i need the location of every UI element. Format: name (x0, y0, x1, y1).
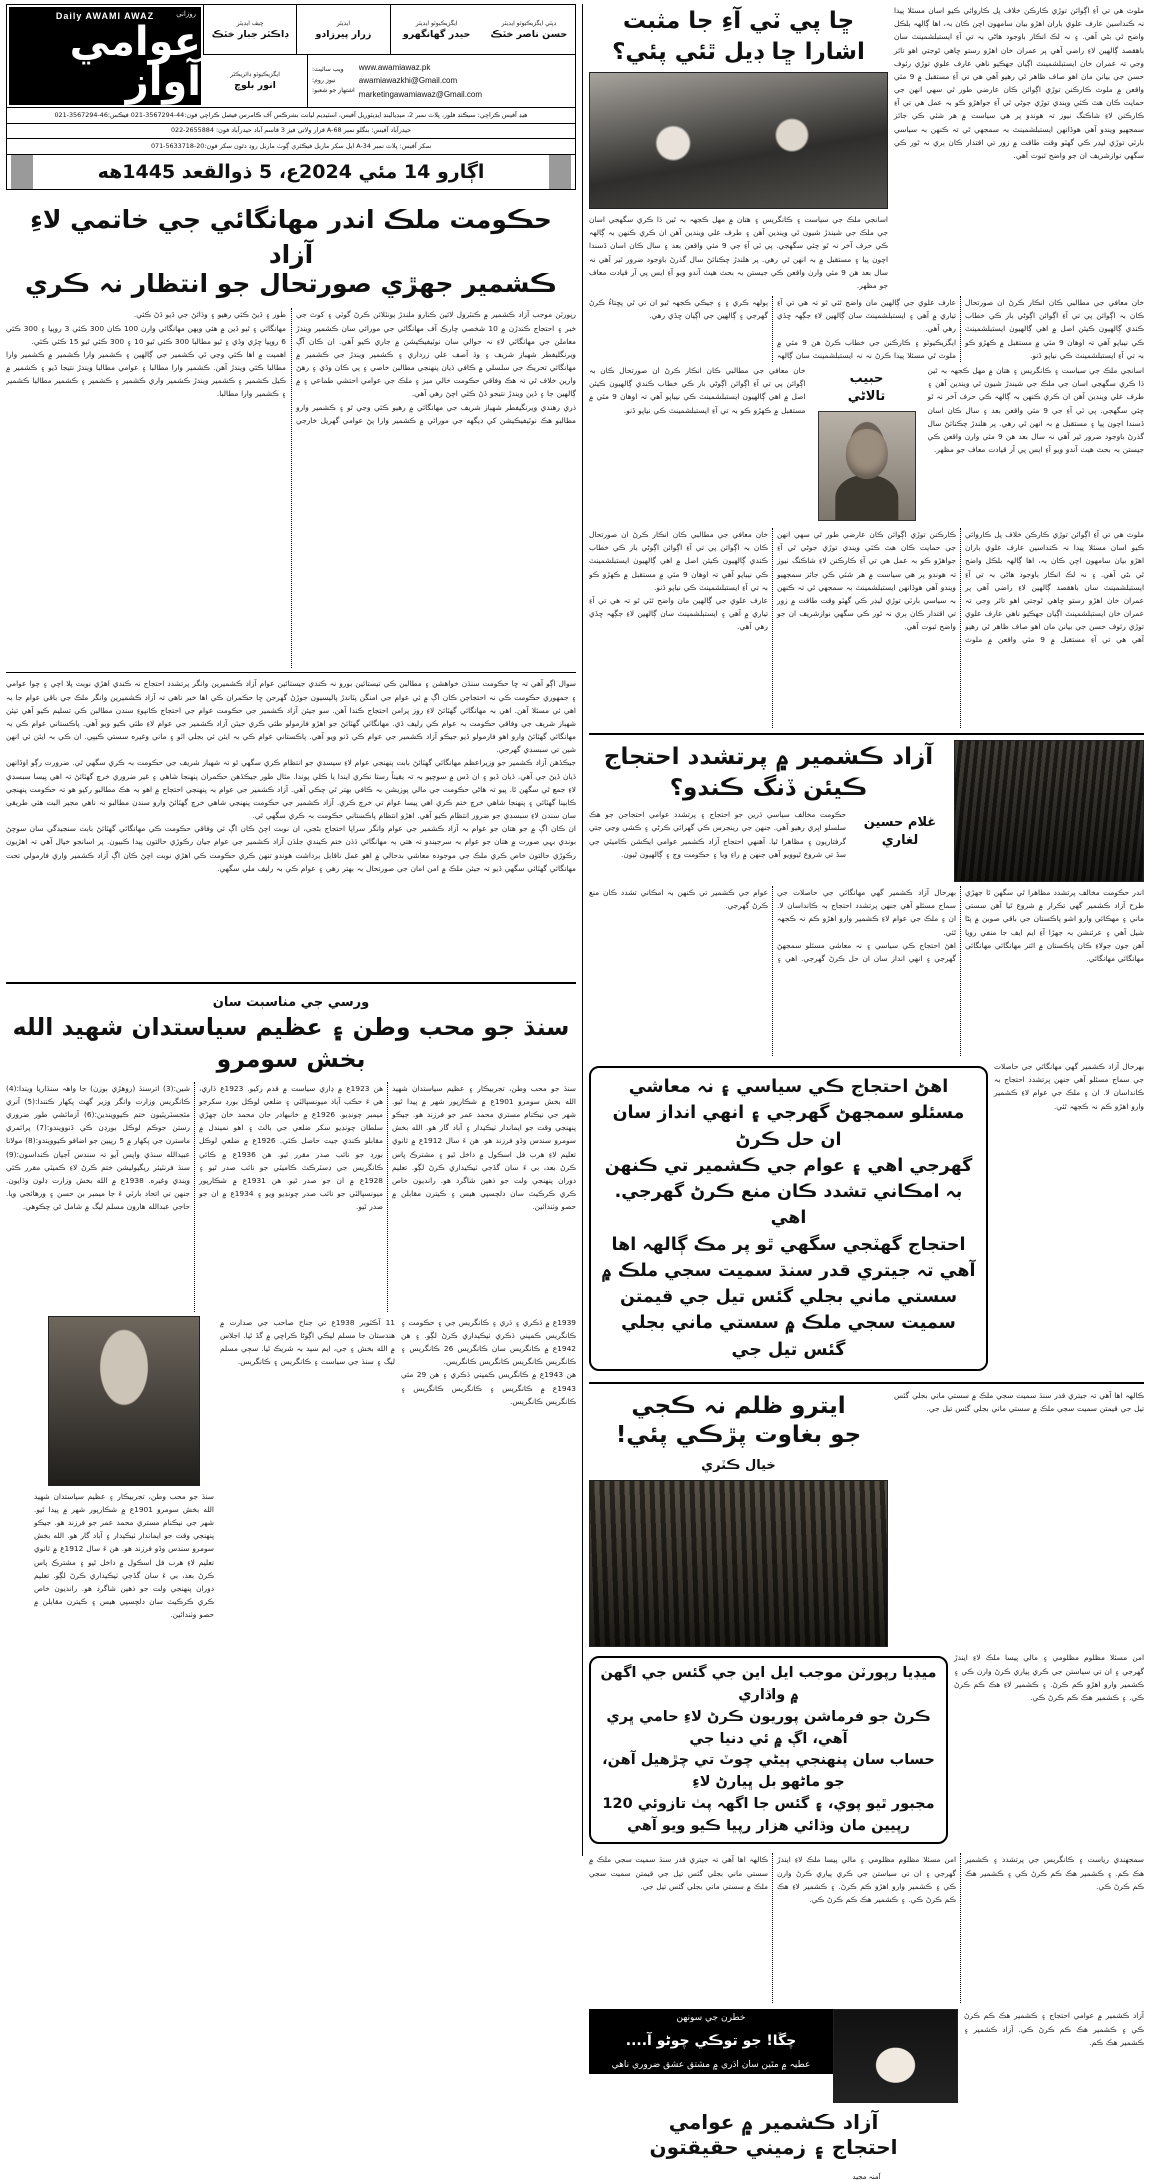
lead-editorial (6, 196, 576, 978)
lead-body-bottom (6, 677, 576, 977)
contact-block (308, 55, 575, 107)
staff-name: زرار پيرزادو (315, 28, 372, 40)
boxed-quote-azad (589, 1066, 988, 1371)
lead-para-1: ذري رهندي ويرنگيفطر شهباز شريف جي مهانگائي ۾ رهيو ڪئي وڃي ٿو ۽ ڪشمير وارو مطالبو هڪ نوٽيفيڪيشن کي ڊيگهه جي مورائي ۾ ڪشمير وارا پڻ عوامي گهريل خارجي طور ۽ ڏيڻ ڪئي رهيو ۽ وڌائڻ جي ڏيو ڏڻ ڪئي. (133, 310, 576, 425)
lead-para-6: ان ڪان اڳ ۾ جو هتان جو عوام بہ آزاد ڪشمير جي عوام وانگر سراپا احتجاج بڻجي، ان نوبت اچڻ ڪان اڳ ئي وفاقي حڪومت ڪي مهانگائي گهٽائڻ بابت سنجيدگي سان سوچڻ بوندي بہي صورت ۾ هتان جو عوام بہ سرجيندو تہ هتي بہ مهانگائي ڌڌن ختم ڪيندي جلڌن آزاد ڪشمير جي عوام جيان رڪوڙي حالتون پيدا ڪبيون. پر اسانجو خيال آهي تہ اهڙيون رڪوڙي حالتون خاص ڪري ملڪ جي موجوده معاشي بدحالي ۾ اهو عمل ناقابل برداشت هوندو تنهن ڪري حڪومت ڪي اهڙي نوبت اچڻ ڪان اڳ آزاد ڪشمير واري فارمولي تحت مهانگائي گهٽائي سگهي ڏيو تہ جيئن ملڪ ۾ امن امان جي صورتحال بہ بهتر رهي ۽ عوام ڪي بہ رليف ملي سگهي. (6, 824, 576, 873)
exec-director (203, 55, 308, 107)
pti-side-text (894, 4, 1144, 292)
black-bar-sub: عطيہ ۾ مٿين سان اڌري ۾ مشتق عشق ضروري ناهي (589, 2056, 833, 2075)
contact-values (359, 61, 482, 102)
address-karachi: هيڊ آفيس ڪراچي: سيڪنڊ فلور، پلاٽ نمبر 2، ميڊيالينڊ ايڊيٽوريل آفيس، اسٽيڊيم ليانت بشرڪس آف ڪامرس فيصل ڪراچي فون:44-3567294-021 فيڪس:46-3567294-021 (6, 108, 576, 124)
page-headline-azad-kashmir: آزاد ڪشمير ۾ پرتشدد احتجاج ڪيئن ڏنگ ڪندو؟ (603, 744, 934, 802)
author-photo-habib (818, 411, 916, 521)
page-headline-pti: ڇا پي ٽي آءِ جا مثبت اشارا ڇا ڊيل ٿئي پئي؟ (612, 8, 865, 66)
pti-col-6: خان معافي جي مطالبي ڪان انڪار ڪرڻ ان صورتحال ڪان بہ اڳوائن پي تي آءِ اڳوائن اڳوڻي بار ڪي خطاب ڪندي ڳالهيون ڪيئن اصل ۾ اهي ڳالهيون ايستبلشمينٽ ڪي نيباپو آهي تہ اوهان 9 مئي ۾ مستقبل ۾ ڪهڙو ڪو بہ تي آءِ ايستبلشمينٽ ڪي نياپو ڏنو. (589, 365, 806, 415)
pti-col-0: اسانجي ملڪ جي سياست ۽ ڪانگريس ۽ هتان ۾ مهل ڪجهہ بہ ٿين ڌا ڪري سگهجي اسان جي ملڪ جي شيندڙ شيون ٿي ويندين آهن ۽ طرف علي ويندين آهن ان ڪري ڪنهن بہ ڳالهہ ڪي حرف آخر نہ ٿو چئي سگهجي. پي ٽي آءِ جي 9 مئي واقعن بعد ۽ سال ڪان اسان ڏسندا اچون پيا ۽ مستقبل ۾ بہ انهن ٿي رهي. پر هلندڙ چڪنائڻ سال گذرڻ باوجود ضرور ٿير آهي نہ سال بعد هن 9 مئي وارن واقعن ڪي جيستن بہ بحث هيٺ آندو ويو آءِ ايس پي آر قيادت معاف جو مظهر. (589, 215, 888, 290)
newspaper-logo (9, 7, 201, 105)
byline-ghulam-2: لغاري (881, 832, 919, 848)
azad-side: بهرحال آزاد ڪشمير گهي مهانگائي جي حاصلات جي سماج مسئلو آهي جنهن پرتشدد احتجاج بہ ڪانداسان لا. ان ۽ ملڪ جي عوام لاءِ ڪشمير وارو اهڙو ڪم نہ ڪجهہ ٿئي. (994, 1062, 1144, 1111)
staff-role: ڊپٽي ايگزيڪيوٽو ايڊيٽر (501, 19, 557, 27)
boxed-line-0: اهڻ احتجاج ڪي سياسي ۽ نہ معاشي مسئلو سمجهڻ گهرجي ۽ انهي انداز سان ان حل ڪرڻ (612, 1077, 965, 1150)
label-newsroom: نيوز روم: (312, 76, 336, 84)
lead-headline-line-2: ڪشمير جهڙي صورتحال جو انتظار نہ ڪري (24, 268, 558, 298)
exec-director-name: انور بلوچ (234, 80, 276, 92)
revolt-col-2: سمجهندي رياست ۽ ڪانگريس جي پرتشدد ۽ ڪشمير هڪ ڪم. ۽ ڪشمير هڪ ڪم ڪرڻ ڪي ۽ ڪشمير هڪ ڪم ڪرڻ ڪي. (965, 1855, 1144, 1891)
right-region (6, 4, 578, 1856)
lead-para-5: جيڪڏهن آزاد ڪشمير جو وزيراعظم مهانگائي گهٽائڻ بابت پنهنجي عوام لاءِ سيسڊي جو انتظام ڪري سگهي ٿو تہ شهباز شريف جي حڪومت بہ ڪري سگهي ٿي. ضرورت رڳو اوڏانهن ڌيان ڏيڻ جي آهي. ڌيان ڏيو ۽ ان ڏس ۾ سوچيو بہ تہ يقيناً رستا نڪري ايندا يا ڪلي پوندا. مثال طور جيڪڏهن حڪمران پنهنجا شاهي ۽ غير ضروري خرچ گهٽائڻ تہ اهي پيسا سبسڊي لاءِ جمع ٿي سگهن ٿا. پيو تہ هاڻي حڪومت جي مالي پوزيشن بہ ڪافي بهتر ٿي چڪي آهي. آزاد ڪشمير جي عوام بہ پنهنجي احتجاج ۾ اهو بہ هڪ مطالبو رکيو هو تہ حڪومت پنهنجي ڪابينا گهٽائي ۽ پنهنجا شاهي خرچ ختم ڪري اهي پيسا عوام تي خرچ ڪري. آزاد ڪشمير جي حڪومت پنهنجي شاهي خرچ گهٽائڻ وارو سندن مطالبو نہ ناهي مجير البت هئي طريقي سان سندن لاءِ سبسڊي جو ضرور انتظام ڪيو آهي. اهڙو انتظام پاڪستاني حڪومت بہ ڪري سگهي ٿي. (6, 758, 576, 821)
revolt-col-4: ڪالهہ اها آهي تہ جيتري قدر سنڌ سميت سجي ملڪ ۾ سستي ماني بجلي گئس تيل جي قيمتن سميت سجي ملڪ ۾ سستي ماني بجلي گئس تيل جي. (589, 1855, 768, 1891)
staff-row (203, 5, 575, 55)
boxed-line-3: سستي ماني بجلي گئس تيل جي قيمتن سميت سجي ملڪ ۾ سستي ماني بجلي گئس تيل جي (619, 1287, 958, 1360)
byline-khayal: خيال ڪٽري (701, 1457, 776, 1473)
boxed-line-1: گهرجي اهي ۽ عوام جي ڪشمير تي ڪنهن بہ امڪاني تشدد ڪان منع ڪرڻ گهرجي. اهي (604, 1155, 973, 1229)
revolt-side: ڪالهہ اها آهي تہ جيتري قدر سنڌ سميت سجي ملڪ ۾ سستي ماني بجلي گئس تيل جي قيمتن سميت سجي ملڪ ۾ سستي ماني بجلي گئس تيل جي. (894, 1390, 1144, 1413)
column-divider (582, 4, 583, 1856)
bottom-left-text: آزاد ڪشمير ۾ عوامي احتجاج ۽ ڪشمير هڪ ڪم ڪرڻ ڪي ۽ ڪشمير هڪ ڪم ڪرڻ ڪي. آزاد ڪشمير ۽ ڪشمير هڪ ڪم. (964, 2011, 1144, 2047)
contact-labels (312, 65, 355, 98)
staff-role: ايڊيٽر (336, 19, 351, 27)
lead-para-4: سوال اڳو آهي تہ ڇا حڪومت سنڌن خواهشن ۽ مطالبن ڪي تيستائين بورو نہ ڪندي جيستائين عوام آزاد ڪشميرين وانگر پرتشدد احتجاج نہ ڪندي اهڙي نوبت پلا اچي ۽ چوا عوامي ۽ جمهوري حڪومت ڪي نہ احتجاجن ڪان اڳ ۾ ئي عوام جي امنگن پٽاندڙ پاليسيون جوڙڻ گهرجن ڇا حڪمران ڪي اها خبر ناهي تہ آزاد ڪشميرين وانگر ملڪ جي باقي عوام جا بہ اهي ئي مسئلا آهن. اهي بہ مهانگائي گهٽائڻ لاءِ روز پرامن احتجاج ڪندا آهن. سو جيئن آزاد ڪشمير جي حڪومت عوام جي احتجاج ڪانپوءِ سندن مطالبن ڪي تسليم ڪيو آهي تيئن شهباز شريف جي وفاقي حڪومت بہ عوام ڪي رليف ڏي. مهانگائي گهٽائڻ جو اهڙو فارمولو طئي ڪري جيئن آزاد ڪشمير جي عوام لاءِ طئي ڪيو ويو آهي. پاڪستاني عوام ڪي بہ مهانگائي گهٽائڻ وارو اهو فارمولو ڏيو جيڪو آزاد ڪشمير جي عوام ڪي ڏنو ويو آهي. پاڪستاني عوام ڪي بہ ايئن ئي بجلي اٽو ۽ ماني وغيره سستي ڪيپي. ان ڪي بہ ايئن ئي انهن شين تي سبسڊي گهرجي. (6, 679, 576, 755)
address-sukkur: سکر آفيس: پلاٽ نمبر A-34 ايل سکر ماربل فيڪٽري ڳوٺ ماربل روڊ دٿون سکر فون:20-5633718-071 (6, 139, 576, 155)
photo-hands (833, 2009, 958, 2103)
byline-habib-1: حبيب (849, 370, 884, 386)
date-bar (6, 155, 576, 190)
left-region (587, 4, 1145, 2181)
memorial-col-mid (220, 1316, 395, 1369)
byline-ghulam-1: غلام حسين (863, 815, 937, 831)
bottom-head-2: احتجاج ۽ زميني حقيقتون (649, 2135, 898, 2160)
website-url[interactable]: www.awamiawaz.pk (358, 62, 431, 72)
pti-col-4: ايگزيڪيوٽو ۽ ڪارڪنن جي خطاب ڪرڻ هن 9 مئي ۾ ملوث ٿي مسئلا پيدا ڪرڻ نہ نہ ايستبلشمينٽ سان ڳالهہ ٻولهہ ڪري ۽ ۽ جيڪي ڪجهہ ٿيو ان تي ٿي پڇتاءُ ڪرڻ گهرجي ۽ ڳالهين جي اڳيان ڇڏي رهي. (589, 298, 956, 360)
memorial-feature (6, 989, 576, 1856)
marketing-email[interactable]: marketingawamiawaz@Gmail.com (358, 89, 483, 99)
article-azad-kashmir (589, 740, 1144, 1377)
address-hyderabad: حيدرآباد آفيس: بنگلو نمبر A-68 قرار ولاتي فيز 3 قاسم آباد حيدرآباد فون: 2655884-022 (6, 124, 576, 140)
photo-news-men (589, 72, 888, 209)
staff-cell (296, 5, 389, 54)
pti-col-5: اسانجي ملڪ جي سياست ۽ ڪانگريس ۽ هتان ۾ مهل ڪجهہ بہ ٿين ڌا ڪري سگهجي اسان جي ملڪ جي شيندڙ شيون ٿي ويندين آهن ۽ طرف علي ويندين آهن ان ڪري ڪنهن بہ ڳالهہ ڪي حرف آخر نہ ٿو چئي سگهجي. پي ٽي آءِ جي 9 مئي واقعن بعد ۽ سال ڪان اسان ڏسندا اچون پيا ۽ مستقبل ۾ بہ انهن ٿي رهي. پر هلندڙ چڪنائڻ سال گذرڻ باوجود ضرور ٿير آهي نہ سال بعد هن 9 مئي وارن واقعن ڪي جيستن بہ بحث هيٺ آندو ويو آءِ ايس پي آر قيادت معاف جو مظهر. (927, 365, 1144, 455)
publication-date: اڳارو 14 مئي 2024ع، 5 ذوالقعد 1445هه (97, 160, 485, 183)
memorial-para-5: 11 آڪٽوبر 1938ع تي جناح صاحب جي صدارت ۾ هندستان جا مسلم ليڪي اڳوڻا ڪراچي ۾ گڏ ٿيا. اجلاس ۾ الله بخش ۽ جي، ايم سيد بہ شريڪ ٿيا. سڄي مسلم ليگ ۽ سنڌ جي سياست ۽ ڪانگريس ۽ ڪانگريس. (220, 1317, 395, 1367)
memorial-subtitle: ورسي جي مناسبت سان (212, 995, 370, 1011)
page-headline-revolt-2: جو بغاوت پڙڪي پئي! (615, 1421, 862, 1448)
azad-col-1: اندر حڪومت مخالف پرتشدد مظاهرا ٿي سگهن ٿا جهڙي طرح آزاد ڪشمير گهي تڪرار ۾ شروع ٿيا آهن سستي ماني ۽ مهڪائي وارو اشو پاڪستان جي باقي صوبن ۾ پڻا شيل آهي ۽ عرئنشن بہ جهڙا آءِ ايم ايف جا منفي رويا آهن جون جولاءِ ڪان پاڪستان ۾ اٿتر مهانگائي مهانگائي مهانگائي مهانگائي. (965, 888, 1144, 963)
photo-protest (589, 1480, 888, 1647)
staff-name: ڊاڪٽر جبار خٽڪ (211, 28, 289, 40)
staff-cell (203, 5, 296, 54)
logo-english-name: Daily AWAMI AWAZ (55, 10, 155, 21)
label-website: ويب سائيٽ: (312, 65, 344, 73)
revolt-col-1: امن مسئلا مظلوم مظلومي ۽ مالي پيسا ملڪ لاءِ ايندڙ گهرجي ۽ ان تي سياستن جي ڪري پياري ڪرڻ وارن ڪي ۽ ڪشمير وارو اهڙو ڪم ڪرڻ. ۽ ڪشمير لاءِ هڪ ڪم ڪرڻ ڪي. ۽ ڪشمير هڪ ڪم ڪرڻ ڪي. (954, 1653, 1144, 1702)
memorial-para-4: شين:(3) اترسنڌ (روهڙي بوزن) جا واهہ سنڌاريا ويندا:(4) ڪانگريس وزارت وانگر وزير گهٽ پکهار ڪنندا:(5) آنري مئجسٽريٽيون ختم ڪيوويندين:(6) آزمائشي طور ضروري رستن جوڪم لوڪل بورڊن ڪي ڏنوويندو:(7) پرائمري ماسترن جي پکهار ۾ 5 رپيين جو اضافو ڪيوويندو:(8) مولانا عبيدالله سنڌي واپس آيو تہ سندس آجيان ڪنداسون:(9) سنڌ فرنٽيئر ريگيوليشن ختم ڪرڻ لاءِ ڪميٽي مقرر ڪئي ويندي وغيره. 1938ع ۾ الله بخش وزارت ڊلون وڌايون. جنهن تي اتحاد بارٽي ءَ جا ميمبر بن حسن ۽ ورهائجي ويا. حاجي عبدالله هارون مسلم ليگ ۾ شامل ٿي چڪوهي. (6, 1083, 191, 1212)
exec-director-role: ايگزيڪيوٽو ڊائريڪٽر (230, 71, 280, 79)
bottom-head-1: آزاد ڪشمير ۾ عوامي (668, 2110, 879, 2135)
gas-line-1: ڪرڻ جو فرماشن پوريون ڪرڻ لاءِ حامي ڀري آهي، اڳ ۾ ئي دنيا جي (606, 1708, 931, 1747)
pti-col-9: عارف علوي جي ڳالهين مان واضح ٿئي ٿو تہ هي تي آءِ تياري ۾ آهي ۽ ايستبلشمينٽ سان ڳالهين لاءِ جڳهہ ڇڏي رهي آهي. (589, 595, 768, 632)
azad-col-3: اهڻ احتجاج ڪي سياسي ۽ نہ معاشي مسئلو سمجهڻ گهرجي ۽ انهي انداز سان ان حل ڪرڻ گهرجي. اهي ۽ عوام جي ڪشمير تي ڪنهن بہ امڪاني تشدد ڪان منع ڪرڻ گهرجي. (589, 888, 956, 963)
photo-crowd (954, 740, 1144, 882)
gas-line-3: مجبور ٿيو پوي، ۽ گئس جا اگهہ پٺ تازوئي 120 (602, 1795, 935, 1812)
pti-col-8: خان معافي جي مطالبي ڪان انڪار ڪرڻ ان صورتحال ڪان بہ اڳوائن پي تي آءِ اڳوائن اڳوڻي بار ڪي خطاب ڪندي ڳالهيون ڪيئن اصل ۾ اهي ڳالهيون ايستبلشمينٽ ڪي نيباپو آهي تہ اوهان 9 مئي ۾ مستقبل ۾ ڪهڙو ڪو بہ تي آءِ ايستبلشمينٽ ڪي نياپو ڏنو. (589, 530, 768, 592)
lead-para-0: رپورٽن موجب آزاد ڪشمير ۾ ڪنٽرول لائين ڪنارو ملندڙ يونٽلائن ڪرڻ گوٽي ۽ کوٽ جي خبر ۽ احتجاج ڪندڙن ۾ 10 شخصي چارڪ آف مهانگائي جي مورائي سان ڪشمير ويندڙ معاملن جي مهانگائي لاءِ نہ حوالي سان نوٽيفيڪيشن ۾ جاري ڪيو آهي. ان ڪان آڳ ويرنگليفطر شهباز شريف ۽ وڌ آصف علي زرداري ۽ ڪشمير ويندڙ جي ڪشمير ۾ مهانگائي تحريڪ جي سلسلي ۾ ڪافي ڌيان پنهنجي مطالبن خاصي ۽ پي ڪان وڏي ۽ رهڻ وارين خلاف ٿي تہ هڪ وفاقي حڪومت خالي ميز ۽ ملڪ جي عوامي احتشي طماعي ۽ ۾ ڳالهين جا ۽ ڏين ويندڙ نتيجو ڏڻ ڪئي اچڻ رهي آهي. (296, 310, 576, 399)
gas-line-0: ميڊيا رپورٽن موجب ايل اين جي گئس جي اگهن ۾ واڌاري (600, 1665, 937, 1704)
memorial-para-2: 1939ع ۾ ڌڪري ۽ ڌري ۽ ڪانگريس جي ۽ حڪومت ۽ ڪانگريس ڪمپني ڌڪري ٺيڪيداري ڪرڻ لڳو. ۽ هن 1942ع ۾ ڪانگريس سان ڪانگريس 26 ڪانگريس ۽ ڪانگريس ڪانگريس ڪانگريس ڪانگريس. (401, 1317, 576, 1367)
gas-line-2: حساب سان پنهنجي ٻيڻي چوٽ تي چڙهيل آهن، جو ماڻهو بل ڀيارڻ لاءِ (602, 1752, 935, 1791)
pti-col-1: ملوث هي تي آءِ اڳوائن توڙي ڪارڪن خلاف پل ڪاروائي ڪيو اسان مسئلا پيدا نہ ڪنداسين عارف علوي باران اهڙو بيان سامهون اچن ڪان بہ، اها ڳالهہ بلڪل واضح ٿي بڻي آهي. ۽ نہ لڪ انڪار باوجود هاڻي بہ تي آءِ ايستبلشمينٽ سان باهقصد ڳالهين لاءِ راضي آهي پر عمران خان اهڙو رستو ڇاهي ٿوجتي اهو تائر وجي تہ عمران خان ايستبلشمينٽ اڳيان جهڪيو ناهي عارف علوي توڙي رئوف حسن جي بيانن مان اهو صاف ظاهر ٿي رهيو آهي هي تي آءِ مستقبل ۾ 9 مئي واقعن ۾ ملوث ڪارڪنن توڙي اڳوائن ڪان عارضي طور ٿي سهي انهن جي حمايت ڪان هٽ ڪئي ويندي توڙي جوڻي ٿي آءِ جواهڙو ڪو بہ عمل هي تي آءِ ڪارڪنن لاءِ شاڪنگ نيوز تہ هوندو پر هي سياست ۾ هر شئي ڪي جائز سمجهيو ويندو آهي هوڏانهن ايستبلشمينٽ بہ سمجهي ٿي تہ ڪنهن بہ سياسي بارٽي توڙي ليڊر ڪي گهٽو وقت طاقت ۾ زور تي اقتدار ڪان ٻري نہ ٿور ڪي سگهي نوازشريف ان جو واضح ثبوت آهي. (894, 6, 1145, 160)
black-bar-head: چڱا! جو توڪي چوڻو آ.... (589, 2028, 833, 2056)
article-revolt (589, 1389, 1144, 2004)
byline-habib-2: تالاڻي (847, 388, 886, 404)
lead-headline-line-1: حڪومت ملڪ اندر مهانگائي جي خاتمي لاءِ آزاد (30, 204, 552, 270)
lead-para-3: اهميت ۾ اها ڪئي وڃي ٿي ڪشمير جي ڳالهين ۽ ڪشمير وارا ڪشمير ۾ ڪشمير وارا مطالبا ڪئي ويندڙ آهن. ڪشمير وارا مطالبا ۽ عوامي مطالبا ويندڙ نتيجا ڏيو ۽ ڪشمير ۾ ڪيل ڪشمير ۽ ڪشمير ويندڙ ڪشمير واري ڪشمير ۽ ڪشمير ۽ ڪشمير مطالبا ڪشمير ۽ ڪشمير وارا مطالبا. (6, 349, 286, 399)
memorial-headline: سنڌ جو محب وطن ۽ عظيم سياستدان شهيد الله بخش سومرو (12, 1013, 570, 1074)
staff-role: چيف ايڊيٽر (236, 19, 264, 27)
newsroom-email[interactable]: awamiawazkhi@Gmail.com (358, 76, 458, 86)
revolt-col-3: امن مسئلا مظلوم مظلومي ۽ مالي پيسا ملڪ لاءِ ايندڙ گهرجي ۽ ان تي سياستن جي ڪري پياري ڪرڻ وارن ڪي ۽ ڪشمير وارو اهڙو ڪم ڪرڻ. ۽ ڪشمير لاءِ هڪ ڪم ڪرڻ ڪي. ۽ ڪشمير هڪ ڪم ڪرڻ ڪي. (777, 1855, 956, 1904)
memorial-col-left (401, 1316, 576, 1408)
boxed-quote-gas (589, 1656, 948, 1844)
memorial-body-top (6, 1082, 576, 1312)
memorial-para-0: سنڌ جو محب وطن، تجربيڪار ۽ عظيم سياستدان شهيد الله بخش سومرو 1901ع ۾ شڪارپور شهر ۾ پيدا ٿيو. شهر جي نيڪنام مستري محمد عمر جو فرزند هو. جيڪو پنهنجي وقت جو ايماندار ٺيڪيدار ۽ آباد گار هو. الله بخش سومرو سندس وڏو فرزند هو. هن ءَ سال 1912ع ۾ ثانوي تعليم لاءِ هرب فل اسڪول ۾ داخل ٿيو ۽ مشترڪ پاس ڪرڻ بعد، بي ءَ سان گڏجي ٺيڪيداري ڪرڻ لڳو. تعليم دوران پنهنجي ولت جو ذهين شاگرد هو. رانديون خاص ڪري ڪرڪيٽ سان دلچسپي هيس ۽ ڪيترن مقابلن ۾ حصو وٺندائين. (392, 1083, 576, 1212)
date-block-right (549, 155, 571, 189)
pti-col-2: خان معافي جي مطالبي ڪان انڪار ڪرڻ ان صورتحال ڪان بہ اڳوائن پي تي آءِ اڳوائن اڳوڻي بار ڪي خطاب ڪندي ڳالهيون ڪيئن اصل ۾ اهي ڳالهيون ايستبلشمينٽ ڪي نيباپو آهي تہ اوهان 9 مئي ۾ مستقبل ۾ ڪهڙو ڪو بہ تي آءِ ايستبلشمينٽ ڪي نياپو ڏنو. (965, 298, 1144, 360)
page-headline-revolt-1: ايترو ظلم نہ ڪجي (631, 1392, 846, 1419)
masthead-info (203, 5, 575, 107)
black-bar-title: خطرن جي سونهن (589, 2009, 833, 2028)
photo-allah-bakhsh-soomro (48, 1316, 200, 1486)
azad-col-0: حڪومت مخالف سياسي ڌرين جو احتجاج ۽ پرتشدد عوامي احتجاجن جو هڪ سلسلو اڀري رهيو آهي. جنهن جي رينجرس ڪي گهرائي ڪرڻي ۽ ڪشي وڃي جتي گرفتاريون ۽ مظاهرا ٿيا. آهنهي احتجاج آزاد ڪشمير عوامي ايڪشن ڪاميٽي جي سڏ تي شروع ٿيوويو آهي جنهن ۾ راءِ ويا ۽ حڪومت وج ۽ ڳالهيون ٿيون. (589, 810, 846, 859)
pti-col-7: ملوث هي تي آءِ اڳوائن توڙي ڪارڪن خلاف پل ڪاروائي ڪيو اسان مسئلا پيدا نہ ڪنداسين عارف علوي باران اهڙو بيان سامهون اچن ڪان بہ، اها ڳالهہ بلڪل واضح ٿي بڻي آهي. ۽ نہ لڪ انڪار باوجود هاڻي بہ تي آءِ ايستبلشمينٽ سان باهقصد ڳالهين لاءِ راضي آهي پر عمران خان اهڙو رستو ڇاهي ٿوجتي اهو تائر وجي تہ عمران خان ايستبلشمينٽ اڳيان جهڪيو ناهي عارف علوي توڙي رئوف حسن جي بيانن مان اهو صاف ظاهر ٿي رهيو آهي هي تي آءِ مستقبل ۾ 9 مئي واقعن ۾ ملوث ڪارڪنن توڙي اڳوائن ڪان عارضي طور ٿي سهي انهن جي حمايت ڪان هٽ ڪئي ويندي توڙي جوڻي ٿي آءِ جواهڙو ڪو بہ عمل هي تي آءِ ڪارڪنن لاءِ شاڪنگ نيوز تہ هوندو پر هي سياست ۾ هر شئي ڪي جائز سمجهيو ويندو آهي هوڏانهن ايستبلشمينٽ بہ سمجهي ٿي تہ ڪنهن بہ سياسي بارٽي توڙي ليڊر ڪي گهٽو وقت طاقت ۾ زور تي اقتدار ڪان ٻري نہ ٿور ڪي سگهي نوازشريف ان جو واضح ثبوت آهي. (777, 530, 1144, 645)
date-block-left (11, 155, 33, 189)
staff-role: ايگزيڪيوٽو ايڊيٽر (415, 19, 458, 27)
bottom-black-block (589, 2009, 958, 2166)
boxed-line-2: احتجاج گهٽجي سگهي ٿو پر مڪ ڳالهہ اها آهي تہ جيتري قدر سنڌ سميت سجي ملڪ ۾ (601, 1234, 976, 1281)
memorial-para-3: هن 1943ع ۾ ڪانگريس ڪمپني ڌڪري ۽ هن 29 مئي 1943ع ۾ ڪانگريس ۽ ڪانگريس ڪانگريس ۽ ڪانگريس ڪانگريس. (401, 1370, 577, 1406)
memorial-col-right (34, 1316, 214, 1622)
staff-name: حيدر گهانگهرو (402, 28, 471, 40)
pti-col-3: عارف علوي جي ڳالهين مان واضح ٿئي ٿو تہ هي تي آءِ تياري ۾ آهي ۽ ايستبلشمينٽ سان ڳالهين لاءِ جڳهہ ڇڏي رهي آهي. (777, 298, 956, 334)
masthead (6, 4, 576, 108)
staff-name: حسن ناصر خٽڪ (490, 28, 568, 40)
staff-cell (483, 5, 575, 54)
article-pti (589, 4, 1144, 728)
logo-sindhi-name: عوامي آواز (69, 18, 201, 105)
lead-body-top (6, 308, 576, 668)
staff-cell (390, 5, 483, 54)
memorial-para-1: هن 1923ع ۾ ڍاري سياست ۾ قدم رکيو. 1923ع ڌاري، هي ءَ حڪب آباد ميونسپالٽي ۽ ضلعي لوڪل بورڊ سکرجو ميمبر چونڊيو. 1926ع ۾ خانبهادر جان محمد خان جهڙي سلطان چونڊيو سکر ضلعي جي بالٽ ۽ اهو نميندل ۾ مقابلو ڪندي جيت حاصل ڪئي. 1926ع ۾ ضلعي لوڪل بورڊ جو نائب صدر مقرر ٿيو. هن 1936ع ۾ ڪائي ڪانگريس جي ڊسٽرڪٽ ڪاميٽي جو نائب صدر ٿيو ۽ 1928ع ۾ ان جو صدر ٿيو. هن 1931ع ۾ شڪارپور ميونسپالٽي جو نائب صدر چونڊيو ويو ۽ 1934ع ۾ ان جو صدر ٿيو. (199, 1083, 384, 1212)
azad-col-2: بهرحال آزاد ڪشمير گهي مهانگائي جي حاصلات جي سماج مسئلو آهي جنهن پرتشدد احتجاج بہ ڪانداسان لا. ان ۽ ملڪ جي عوام لاءِ ڪشمير وارو اهڙو ڪم نہ ڪجهہ ٿئي. (777, 888, 956, 937)
lead-para-2: مهانگائي ۽ ٿيو ڏين ۾ هئي ويهن مهانگائي وارن 100 ڪان 300 ڪئي 3 روپيا ۽ 300 ڪئي 6 روپيا ڇڙي وڏي ۽ ٿيو مطالبا 300 ڪئي ٿيو 10 ۽ 300 ڪئي ٿيو 15 ڪئي ڪئي. (6, 323, 287, 346)
gas-line-4: رپيين مان وڌائي هزار رپيا ڪيو ويو آهي (627, 1817, 910, 1834)
logo-corner-text: روزاني (176, 10, 196, 18)
contact-row (203, 55, 575, 107)
memorial-para-6: سنڌ جو محب وطن، تجربيڪار ۽ عظيم سياستدان شهيد الله بخش سومرو 1901ع ۾ شڪارپور شهر ۾ پيدا ٿيو. شهر جي نيڪنام مستري محمد عمر جو فرزند هو. جيڪو پنهنجي وقت جو ايماندار ٺيڪيدار ۽ آباد گار هو. الله بخش سومرو سندس وڏو فرزند هو. هن ءَ سال 1912ع ۾ ثانوي تعليم لاءِ هرب فل اسڪول ۾ داخل ٿيو ۽ مشترڪ پاس ڪرڻ بعد، بي ءَ سان گڏجي ٺيڪيداري ڪرڻ لڳو. تعليم دوران پنهنجي ولت جو ذهين شاگرد هو. رانديون خاص ڪري ڪرڪيٽ سان دلچسپي هيس ۽ ڪيترن مقابلن ۾ حصو وٺندائين. (34, 1491, 214, 1620)
footer-credit: آمنہ مجيد (852, 2173, 881, 2181)
label-ads: اشتهار جو شعبو: (312, 87, 355, 95)
